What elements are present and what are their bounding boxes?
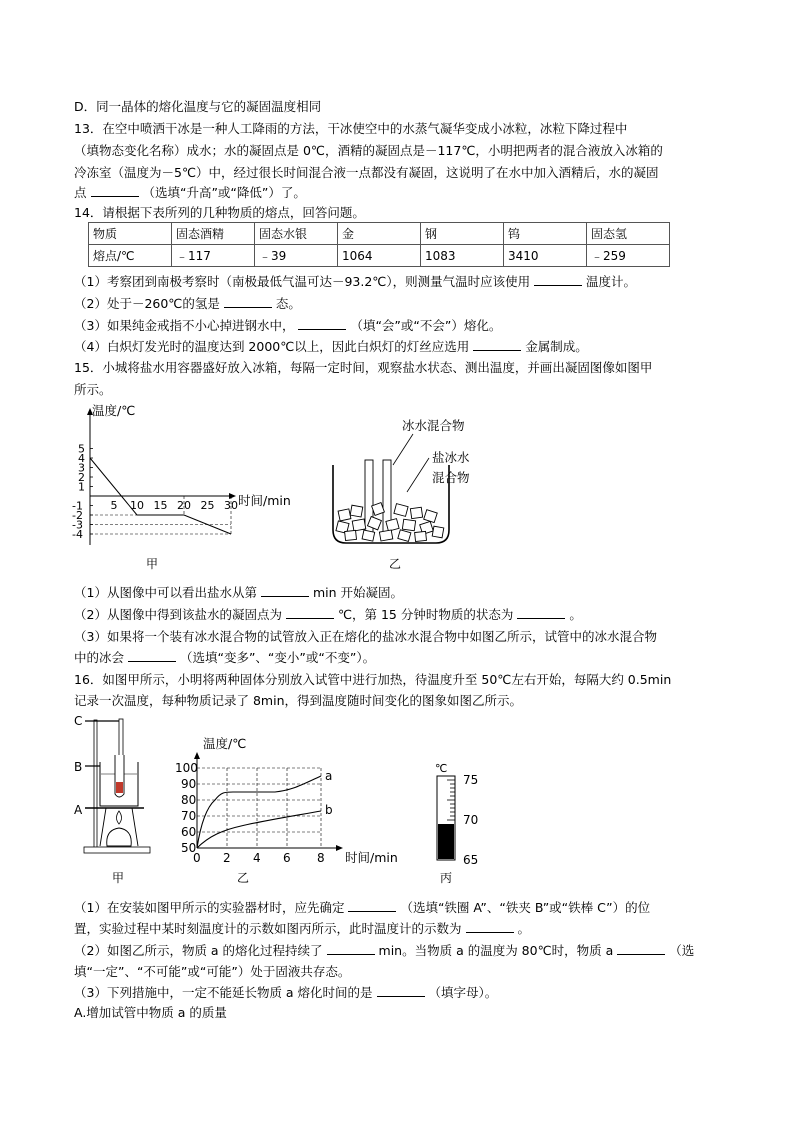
table-cell: 1064 <box>338 245 421 267</box>
q15-sub1 <box>74 583 403 602</box>
answer-blank[interactable] <box>473 338 521 351</box>
y-tick-label: 100 <box>175 761 198 775</box>
q16-1-c: 置，实验过程中某时刻温度计的示数如图丙所示，此时温度计的示数为 <box>74 921 462 936</box>
answer-blank[interactable] <box>91 184 139 197</box>
answer-blank[interactable] <box>298 317 346 330</box>
x-tick-label: 0 <box>193 851 201 865</box>
y-axis-label: 温度/℃ <box>92 403 136 418</box>
x-axis-label: 时间/min <box>345 850 398 865</box>
table-cell: 1083 <box>421 245 504 267</box>
y-tick-label: 50 <box>181 841 197 855</box>
q15-2-b: ℃，第 15 分钟时物质的状态为 <box>337 607 514 622</box>
q13-line4 <box>74 183 306 202</box>
chart-grid <box>197 768 321 848</box>
y-tick-label: 90 <box>181 777 197 791</box>
q16-line2: 记录一次温度，每种物质记录了 8min，得到温度随时间变化的图象如图乙所示。 <box>74 693 522 708</box>
alcohol-lamp <box>107 828 132 846</box>
answer-blank[interactable] <box>517 606 565 619</box>
x-axis-arrow <box>336 845 343 851</box>
x-tick-label: 15 <box>153 499 168 512</box>
x-tick-label: 5 <box>110 499 118 512</box>
q14-stem: 14．请根据下表所列的几种物质的熔点，回答问题。 <box>74 205 365 220</box>
q16-1-b: （选填“铁圈 A”、“铁夹 B”或“铁棒 C”）的位 <box>400 900 651 915</box>
answer-blank[interactable] <box>534 273 582 286</box>
y-tick-label: 70 <box>181 809 197 823</box>
q15-sub3-line2 <box>74 648 375 667</box>
q14-1-a: （1）考察团到南极考察时（南极最低气温可达－93.2℃），则测量气温时应该使用 <box>74 274 531 289</box>
heating-apparatus-figure <box>72 710 172 890</box>
q14-1-b: 温度计。 <box>586 274 637 289</box>
table-cell: 钢 <box>421 223 504 245</box>
x-tick-label: 6 <box>283 851 291 865</box>
thermometer-unit: ℃ <box>435 762 448 775</box>
q15-3-a: 中的冰会 <box>74 650 125 665</box>
ice-water-label: 冰水混合物 <box>402 418 465 433</box>
q16-3-b: （填字母）。 <box>428 985 498 1000</box>
y-axis-label: 温度/℃ <box>203 736 247 751</box>
answer-blank[interactable] <box>466 920 514 933</box>
pointer-line <box>407 458 429 492</box>
q15-1-a: （1）从图像中可以看出盐水从第 <box>74 585 257 600</box>
q15-line1: 15．小城将盐水用容器盛好放入冰箱，每隔一定时间，观察盐水状态、测出温度，并画出凝固图像如图甲 <box>74 360 653 375</box>
table-cell: 金 <box>338 223 421 245</box>
thermometer-reading-figure <box>425 760 495 885</box>
x-tick-label: 2 <box>223 851 231 865</box>
q16-sub1-line1 <box>74 898 650 917</box>
x-tick-label: 30 <box>224 499 238 512</box>
q16-sub1-line2 <box>74 919 530 938</box>
label-c: C <box>74 714 83 728</box>
answer-blank[interactable] <box>286 606 334 619</box>
q14-sub2 <box>74 294 301 313</box>
salt-ice-label-2: 混合物 <box>432 470 470 485</box>
salt-water-cooling-chart <box>70 400 310 575</box>
table-cell: ﹣39 <box>255 245 338 267</box>
q14-4-b: 金属制成。 <box>525 339 588 354</box>
q14-3-b: （填“会”或“不会”）熔化。 <box>350 318 502 333</box>
y-tick-label: 1 <box>78 480 85 494</box>
q15-sub2 <box>74 605 582 624</box>
q15-sub3-line1: （3）如果将一个装有冰水混合物的试管放入正在熔化的盐冰水混合物中如图乙所示，试管中的冰水混合物 <box>74 629 657 644</box>
answer-blank[interactable] <box>224 295 272 308</box>
q16-2-c: （选 <box>669 943 695 958</box>
q16-sub2-line1 <box>74 941 694 960</box>
q14-2-b: 态。 <box>275 296 301 311</box>
y-tick-label: -2 <box>72 509 83 522</box>
answer-blank[interactable] <box>377 984 425 997</box>
q16-1-d: 。 <box>517 921 530 936</box>
y-tick-label: 4 <box>78 452 85 465</box>
q16-line1: 16．如图甲所示，小明将两种固体分别放入试管中进行加热，待温度升至 50℃左右开始，每隔大约 0.5min <box>74 672 672 687</box>
q14-2-a: （2）处于－260℃的氢是 <box>74 296 220 311</box>
y-tick-label: -4 <box>72 528 83 541</box>
iron-rod <box>94 720 97 850</box>
answer-blank[interactable] <box>348 899 396 912</box>
q16-sub2-line2: 填“一定”、“不可能”或“可能”）处于固液共存态。 <box>74 964 351 979</box>
q14-sub3 <box>74 316 501 335</box>
q14-sub1 <box>74 272 636 291</box>
table-header-row <box>89 223 670 245</box>
melting-curves-chart <box>175 730 415 885</box>
curve-a-label: a <box>325 769 333 783</box>
x-tick-label: 20 <box>177 499 191 512</box>
y-tick-label: 5 <box>78 442 85 456</box>
figure-caption-bing: 丙 <box>440 871 453 885</box>
answer-blank[interactable] <box>261 584 309 597</box>
curve-b <box>197 811 321 848</box>
x-tick-label: 8 <box>317 851 325 865</box>
x-tick-label: 4 <box>253 851 261 865</box>
answer-blank[interactable] <box>327 942 375 955</box>
q14-3-a: （3）如果纯金戒指不小心掉进钢水中， <box>74 318 295 333</box>
table-cell: 固态水银 <box>255 223 338 245</box>
q13-text-a: 点 <box>74 185 87 200</box>
table-cell: 3410 <box>504 245 587 267</box>
q13-line3: 冷冻室（温度为－5℃）中，经过很长时间混合液一点都没有凝固，这说明了在水中加入酒精后，水的凝固 <box>74 165 659 180</box>
q14-4-a: （4）白炽灯发光时的温度达到 2000℃以上，因此白炽灯的灯丝应选用 <box>74 339 470 354</box>
thermometer-tick-label: 70 <box>463 813 479 827</box>
table-cell: ﹣117 <box>172 245 255 267</box>
option-d: D．同一晶体的熔化温度与它的凝固温度相同 <box>74 99 322 114</box>
stand-base <box>84 847 150 853</box>
thermometer-tick-label: 65 <box>463 853 479 867</box>
curve-a <box>197 776 321 848</box>
y-tick-label: 60 <box>181 825 197 839</box>
y-tick-label: 3 <box>78 461 85 475</box>
q13-text-b: （选填“升高”或“降低”）了。 <box>142 185 306 200</box>
q15-2-c: 。 <box>569 607 582 622</box>
x-tick-label: 10 <box>130 499 144 512</box>
support-leg <box>100 808 106 846</box>
q15-line2: 所示。 <box>74 382 112 397</box>
q16-option-a: A.增加试管中物质 a 的质量 <box>74 1005 227 1020</box>
table-cell: 钨 <box>504 223 587 245</box>
answer-blank[interactable] <box>617 942 665 955</box>
table-cell: 熔点/℃ <box>89 245 172 267</box>
q16-2-a: （2）如图乙所示，物质 a 的熔化过程持续了 <box>74 943 323 958</box>
figure-caption-jia: 甲 <box>146 557 159 571</box>
q15-3-b: （选填“变多”、“变小”或“不变”）。 <box>179 650 376 665</box>
y-axis-arrow <box>194 752 200 759</box>
y-tick-label: -3 <box>72 518 83 532</box>
melting-point-table <box>88 222 670 267</box>
table-cell: 固态酒精 <box>172 223 255 245</box>
q16-3-a: （3）下列措施中，一定不能延长物质 a 熔化时间的是 <box>74 985 373 1000</box>
x-tick-label: 25 <box>200 499 215 512</box>
salt-ice-label-1: 盐冰水 <box>432 450 470 465</box>
curve-b-label: b <box>325 803 333 817</box>
table-cell: 固态氢 <box>587 223 670 245</box>
thermometer-tick-label: 75 <box>463 773 479 787</box>
mercury-column <box>438 824 454 859</box>
table-cell: 物质 <box>89 223 172 245</box>
sample-substance <box>116 782 123 793</box>
pointer-line <box>393 434 413 465</box>
q15-2-a: （2）从图像中得到该盐水的凝固点为 <box>74 607 282 622</box>
table-row <box>89 245 670 267</box>
x-axis-label: 时间/min <box>238 493 291 508</box>
salt-ice-beaker-figure <box>325 410 485 575</box>
support-leg <box>132 808 138 846</box>
q14-sub4 <box>74 337 588 356</box>
answer-blank[interactable] <box>128 649 176 662</box>
q16-sub3 <box>74 983 497 1002</box>
label-b: B <box>74 760 83 774</box>
y-tick-label: -1 <box>72 499 83 513</box>
q16-1-a: （1）在安装如图甲所示的实验器材时，应先确定 <box>74 900 345 915</box>
flame <box>117 811 122 824</box>
q15-1-b: min 开始凝固。 <box>312 585 403 600</box>
q13-line2: （填物态变化名称）成水；水的凝固点是 0℃，酒精的凝固点是－117℃，小明把两者的混合液放入冰箱的 <box>74 143 663 158</box>
q16-2-b: min。当物质 a 的温度为 80℃时，物质 a <box>378 943 614 958</box>
y-tick-label: 2 <box>78 471 85 484</box>
figure-caption-yi: 乙 <box>237 871 250 885</box>
y-tick-label: 80 <box>181 793 197 807</box>
label-a: A <box>74 803 83 817</box>
table-cell: ﹣259 <box>587 245 670 267</box>
figure-caption-jia: 甲 <box>112 871 125 885</box>
figure-caption-yi: 乙 <box>389 557 402 571</box>
q13-line1: 13．在空中喷洒干冰是一种人工降雨的方法，干冰使空中的水蒸气凝华变成小冰粒，冰粒下降过程中 <box>74 121 628 136</box>
